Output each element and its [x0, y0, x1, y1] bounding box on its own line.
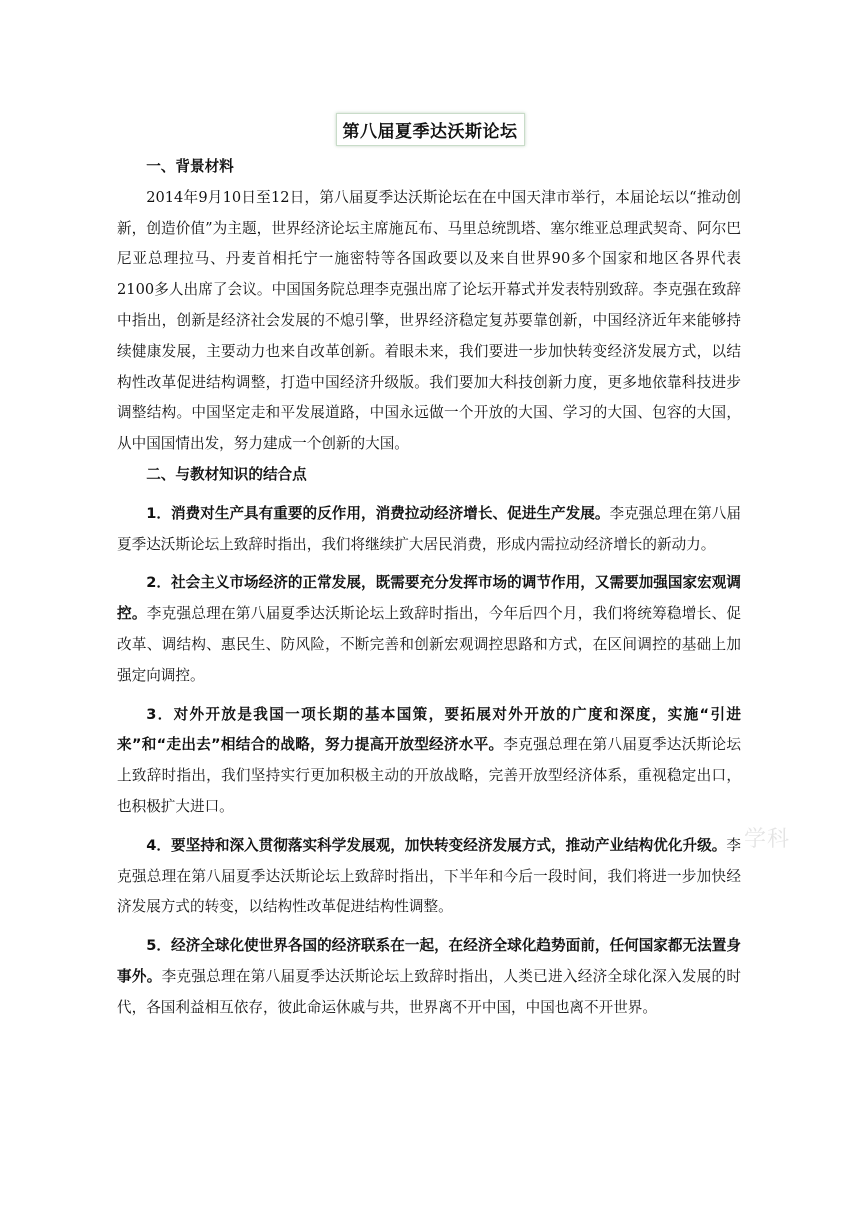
title-wrap: [0, 113, 860, 146]
knowledge-point-4: [117, 831, 741, 923]
point-5-bold: 5．经济全球化使世界各国的经济联系在一起，在经济全球化趋势面前，任何国家都无法置身事外。: [117, 937, 741, 985]
knowledge-point-1: [117, 499, 741, 561]
point-3-text: 李克强总理在第八届夏季达沃斯论坛上致辞时指出，我们坚持实行更加积极主动的开放战略，完善开放型经济体系，重视稳定出口，也积极扩大进口。: [117, 736, 741, 815]
knowledge-point-5: [117, 931, 741, 1023]
knowledge-point-3: [117, 700, 741, 823]
page-title: 第八届夏季达沃斯论坛: [336, 113, 525, 146]
section-heading-background: 一、背景材料: [146, 158, 234, 175]
background-paragraph: 2014年9月10日至12日，第八届夏季达沃斯论坛在在中国天津市举行，本届论坛以“推动创新，创造价值”为主题，世界经济论坛主席施瓦布、马里总统凯塔、塞尔维亚总理武契奇、阿尔巴尼亚总理拉马、丹麦首相托宁一施密特等各国政要以及来自世界90多个国家和地区各界代表2100多人出席了会议。中国国务院总理李克强出席了论坛开幕式并发表特别致辞。李克强在致辞中指出，创新是经济社会发展的不熄引擎，世界经济稳定复苏要靠创新，中国经济近年来能够持续健康发展，主要动力也来自改革创新。着眼未来，我们要进一步加快转变经济发展方式，以结构性改革促进结构调整，打造中国经济升级版。我们要加大科技创新力度，更多地依靠科技进步调整结构。中国坚定走和平发展道路，中国永远做一个开放的大国、学习的大国、包容的大国，从中国国情出发，努力建成一个创新的大国。: [117, 188, 741, 453]
point-5-text: 李克强总理在第八届夏季达沃斯论坛上致辞时指出，人类已进入经济全球化深入发展的时代，各国利益相互依存，彼此命运休戚与共，世界离不开中国，中国也离不开世界。: [117, 967, 741, 1016]
point-4-text: 李克强总理在第八届夏季达沃斯论坛上致辞时指出，下半年和今后一段时间，我们将进一步加快经济发展方式的转变，以结构性改革促进结构性调整。: [117, 836, 741, 916]
point-1-text: 李克强总理在第八届夏季达沃斯论坛上致辞时指出，我们将继续扩大居民消费，形成内需拉动经济增长的新动力。: [117, 504, 741, 553]
point-2-bold: 2．社会主义市场经济的正常发展，既需要充分发挥市场的调节作用，又需要加强国家宏观调控。: [117, 574, 741, 623]
section-heading-knowledge-points: 二、与教材知识的结合点: [146, 465, 307, 483]
point-4-bold: 4．要坚持和深入贯彻落实科学发展观，加快转变经济发展方式，推动产业结构优化升级。: [146, 836, 727, 854]
point-3-bold: 3．对外开放是我国一项长期的基本国策，要拓展对外开放的广度和深度，实施“引进来”和“走出去”相结合的战略，努力提高开放型经济水平。: [117, 705, 741, 754]
point-2-text: 李克强总理在第八届夏季达沃斯论坛上致辞时指出，今年后四个月，我们将统筹稳增长、促改革、调结构、惠民生、防风险，不断完善和创新宏观调控思路和方式，在区间调控的基础上加强定向调控。: [117, 605, 741, 684]
document-body: [117, 152, 741, 1024]
knowledge-point-2: [117, 568, 741, 691]
watermark-text: 学科: [744, 827, 791, 852]
point-1-bold: 1．消费对生产具有重要的反作用，消费拉动经济增长、促进生产发展。: [146, 504, 610, 522]
